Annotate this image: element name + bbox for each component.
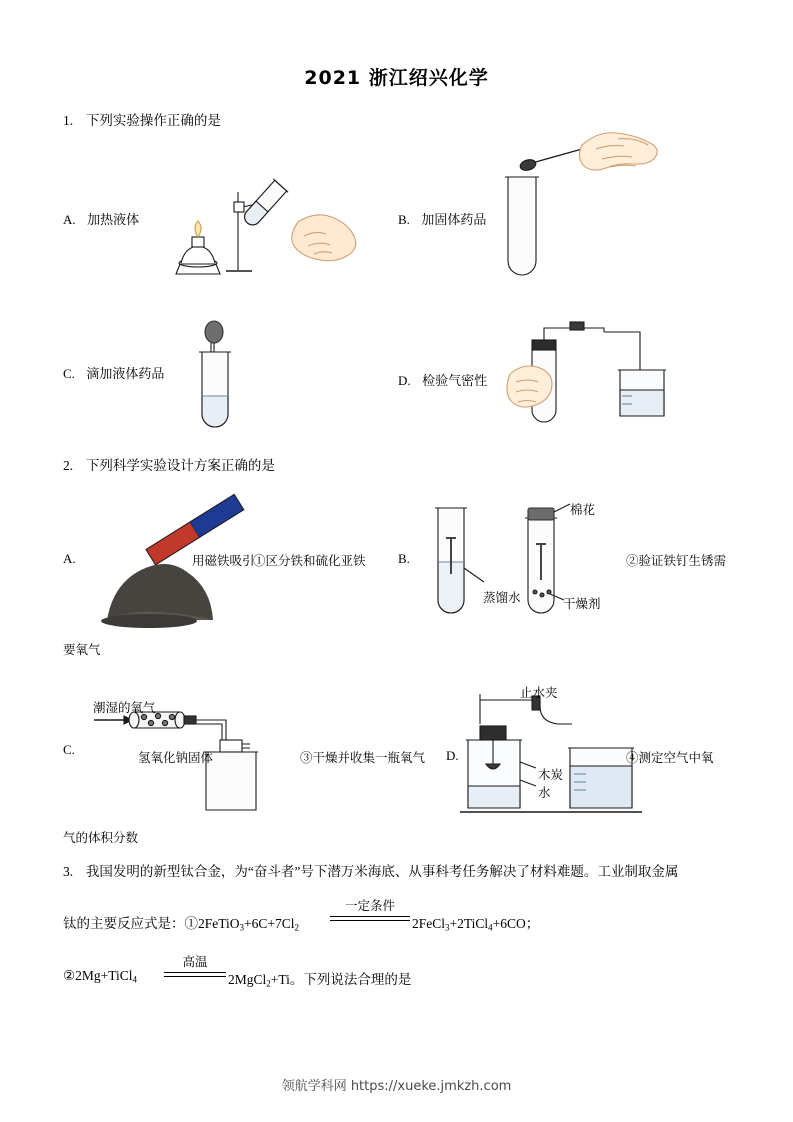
option-2B-label: B. — [398, 551, 410, 566]
question-3-equation-2-right: 2MgCl$_2$+Ti。下列说法合理的是 — [228, 972, 412, 989]
label-naoh-solid: 氢氧化钠固体 — [138, 751, 214, 765]
figure-heating-liquid — [148, 162, 378, 282]
question-3-stem-line1 — [63, 861, 753, 883]
option-1A-label: A. 加热液体 — [63, 212, 140, 227]
label-charcoal: 木炭 — [538, 768, 564, 782]
option-2C-label: C. — [63, 742, 75, 757]
figure-dropping-liquid — [172, 318, 282, 436]
figure-airtightness-test — [492, 318, 712, 436]
option-2D-label: D. — [446, 748, 459, 763]
label-cotton: 棉花 — [570, 503, 596, 517]
question-3-equation-1-right: 2FeCl$_3$+2TiCl$_4$+6CO； — [412, 916, 540, 933]
equation-1-arrow — [330, 916, 410, 921]
label-distilled-water: 蒸馏水 — [483, 591, 521, 605]
label-wet-oxygen: 潮湿的氧气 — [93, 701, 156, 715]
option-2D-text-wrap: 气的体积分数 — [63, 831, 139, 845]
equation-2-arrow — [164, 972, 226, 977]
question-1-text: 下列实验操作正确的是 — [85, 113, 221, 128]
option-1D-label: D. 检验气密性 — [398, 373, 488, 388]
question-3-equation-2-left: ②2Mg+TiCl$_4$ — [63, 968, 137, 985]
figure-adding-solid — [470, 135, 690, 285]
question-3-number: 3. — [63, 864, 74, 879]
footer-watermark: 领航学科网 https://xueke.jmkzh.com — [281, 1079, 512, 1094]
option-1C-label: C. 滴加液体药品 — [63, 366, 165, 381]
equation-2-condition: 高温 — [182, 955, 208, 969]
option-2B-text-wrap: 要氧气 — [63, 643, 101, 657]
option-2A-label: A. — [63, 551, 76, 566]
question-3-equation-1-left: 钛的主要反应式是：$①2FeTiO_3+6C+7Cl_2$ — [63, 916, 300, 933]
equation-1-condition: 一定条件 — [344, 899, 395, 913]
label-clamp: 止水夹 — [520, 686, 558, 700]
caption-magnet: 用磁铁吸引 — [192, 554, 255, 568]
question-3-text-1: 我国发明的新型钛合金，为“奋斗者”号下潜万米海底、从事科考任务解决了材料难题。工业制取金属 — [85, 864, 679, 879]
question-1-stem — [63, 110, 221, 132]
option-2A-text: ①区分铁和硫化亚铁 — [253, 554, 366, 568]
label-desiccant: 干燥剂 — [563, 597, 601, 611]
option-2B-text: ②验证铁钉生锈需 — [626, 554, 727, 568]
question-2-stem — [63, 455, 275, 477]
page-title: 2021 浙江绍兴化学 — [304, 67, 489, 89]
question-1-number: 1. — [63, 113, 74, 128]
option-2C-text: ③干燥并收集一瓶氧气 — [300, 751, 426, 765]
question-2-text: 下列科学实验设计方案正确的是 — [85, 458, 275, 473]
question-2-number: 2. — [63, 458, 74, 473]
option-2D-text: ④测定空气中氧 — [626, 751, 714, 765]
label-water: 水 — [538, 786, 551, 800]
option-1B-label: B. 加固体药品 — [398, 212, 487, 227]
